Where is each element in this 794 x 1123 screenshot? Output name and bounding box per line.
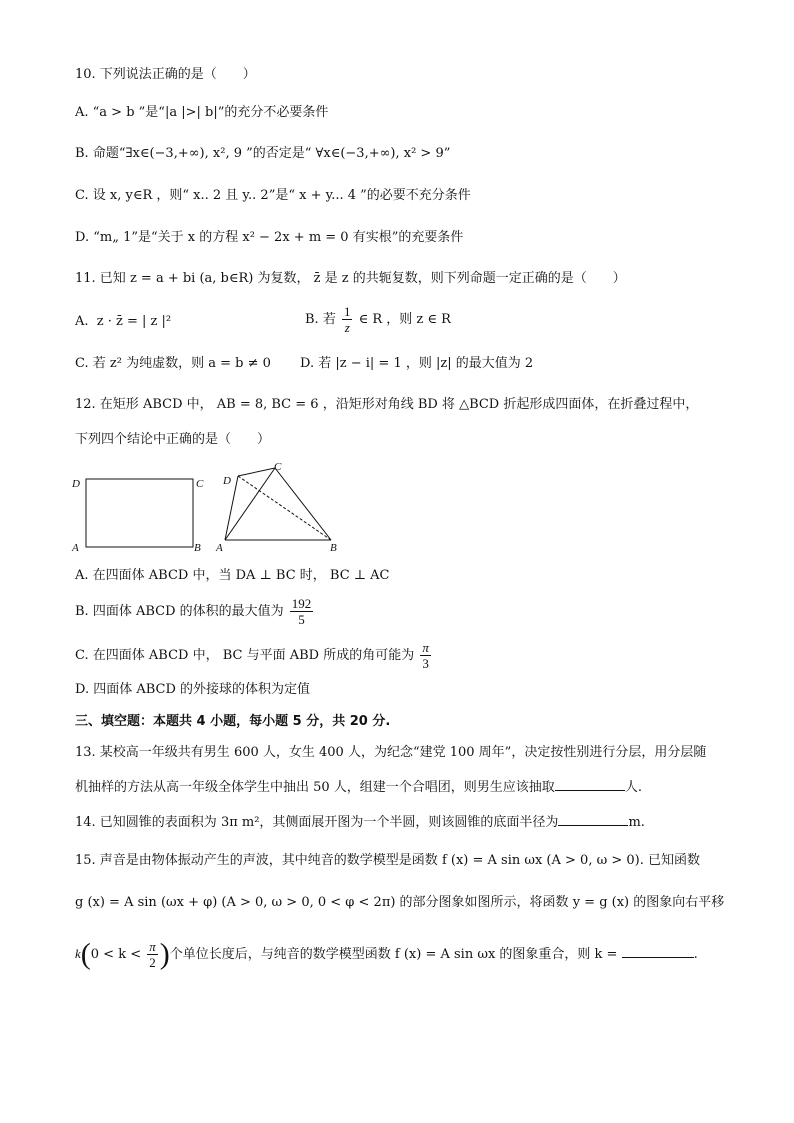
q15-line1: 15. 声音是由物体振动产生的声波，其中纯音的数学模型是函数 f (x) = A sin ωx (A > 0, ω > 0). 已知函数 bbox=[75, 853, 700, 868]
rect-label-b: B bbox=[194, 542, 201, 554]
q12-option-a: A. 在四面体 ABCD 中，当 DA ⊥ BC 时， BC ⊥ AC bbox=[75, 568, 390, 583]
q13-line1: 13. 某校高一年级共有男生 600 人，女生 400 人，为纪念“建党 100 周年”，决定按性别进行分层，用分层随 bbox=[75, 745, 707, 760]
section-3-heading: 三、填空题：本题共 4 小题，每小题 5 分，共 20 分. bbox=[75, 714, 391, 729]
q14-answer-blank[interactable] bbox=[558, 811, 628, 826]
q12-stem-line2: 下列四个结论中正确的是（ ） bbox=[75, 432, 271, 447]
q13-line2: 机抽样的方法从高一年级全体学生中抽出 50 人，组建一个合唱团，则男生应该抽取 人. bbox=[75, 776, 642, 797]
q11-option-a: A. z · z̄ = | z |² bbox=[75, 314, 172, 329]
rect-label-c: C bbox=[196, 478, 204, 490]
rect-label-d: D bbox=[72, 478, 80, 490]
q15-fraction: $\frac{\pi}{2}$ bbox=[149, 939, 156, 970]
q12-option-d: D. 四面体 ABCD 的外接球的体积为定值 bbox=[75, 682, 311, 697]
q11-option-d: D. 若 |z − i| = 1 ，则 |z| 的最大值为 2 bbox=[300, 356, 534, 371]
q11-option-c: C. 若 z² 为纯虚数，则 a = b ≠ 0 bbox=[75, 356, 271, 371]
q10-stem: 10. 下列说法正确的是（ ） bbox=[75, 67, 256, 82]
q15-line2: g (x) = A sin (ωx + φ) (A > 0, ω > 0, 0 < φ < 2π) 的部分图象如图所示，将函数 y = g (x) 的图象向右平移 bbox=[75, 895, 725, 910]
tetra-label-b: B bbox=[330, 542, 337, 554]
q12-option-c: C. 在四面体 ABCD 中， BC 与平面 ABD 所成的角可能为 $\frac{\pi}{3}$ bbox=[75, 640, 429, 671]
tetra-label-c: C bbox=[274, 461, 282, 473]
q12-stem-line1: 12. 在矩形 ABCD 中， AB = 8, BC = 6 ，沿矩形对角线 BD 将 △BCD 折起形成四面体，在折叠过程中， bbox=[75, 397, 699, 412]
q13-answer-blank[interactable] bbox=[555, 776, 625, 791]
q11-b-fraction: $\frac{1}{z}$ bbox=[343, 304, 351, 335]
q10-option-a: A. “a > b ”是“|a |>| b|”的充分不必要条件 bbox=[75, 105, 329, 120]
q12-c-fraction: $\frac{\pi}{3}$ bbox=[422, 640, 429, 671]
q12-b-fraction: $\frac{192}{5}$ bbox=[291, 596, 312, 627]
q12-option-b: B. 四面体 ABCD 的体积的最大值为 $\frac{192}{5}$ bbox=[75, 596, 312, 627]
q11-option-b: B. 若 $\frac{1}{z}$ ∈ R ，则 z ∈ R bbox=[305, 304, 451, 335]
q10-option-b: B. 命题“∃x∈(−3,+∞), x², 9 ”的否定是“ ∀x∈(−3,+∞), x² > 9” bbox=[75, 146, 451, 161]
tetrahedron bbox=[225, 468, 331, 540]
tetra-label-d: D bbox=[223, 475, 231, 487]
q14-line: 14. 已知圆锥的表面积为 3π m²，其侧面展开图为一个半圆，则该圆锥的底面半径为 m. bbox=[75, 811, 645, 832]
tetra-label-a: A bbox=[216, 542, 223, 554]
q11-stem: 11. 已知 z = a + bi (a, b∈R) 为复数， z̄ 是 z 的共轭复数，则下列命题一定正确的是（ ） bbox=[75, 271, 626, 286]
q15-line3: k(0 < k < $\frac{\pi}{2}$ )个单位长度后，与纯音的数学模型函数 f (x) = A sin ωx 的图象重合，则 k = . bbox=[75, 937, 698, 971]
q10-option-d: D. “m„ 1”是“关于 x 的方程 x² − 2x + m = 0 有实根”的充要条件 bbox=[75, 230, 464, 245]
rect-label-a: A bbox=[72, 542, 79, 554]
q10-option-c: C. 设 x, y∈R ，则“ x.. 2 且 y.. 2”是“ x + y... 4 ”的必要不充分条件 bbox=[75, 188, 471, 203]
q15-answer-blank[interactable] bbox=[622, 943, 694, 958]
q12-figure bbox=[70, 460, 355, 555]
rectangle-abcd bbox=[86, 479, 193, 547]
